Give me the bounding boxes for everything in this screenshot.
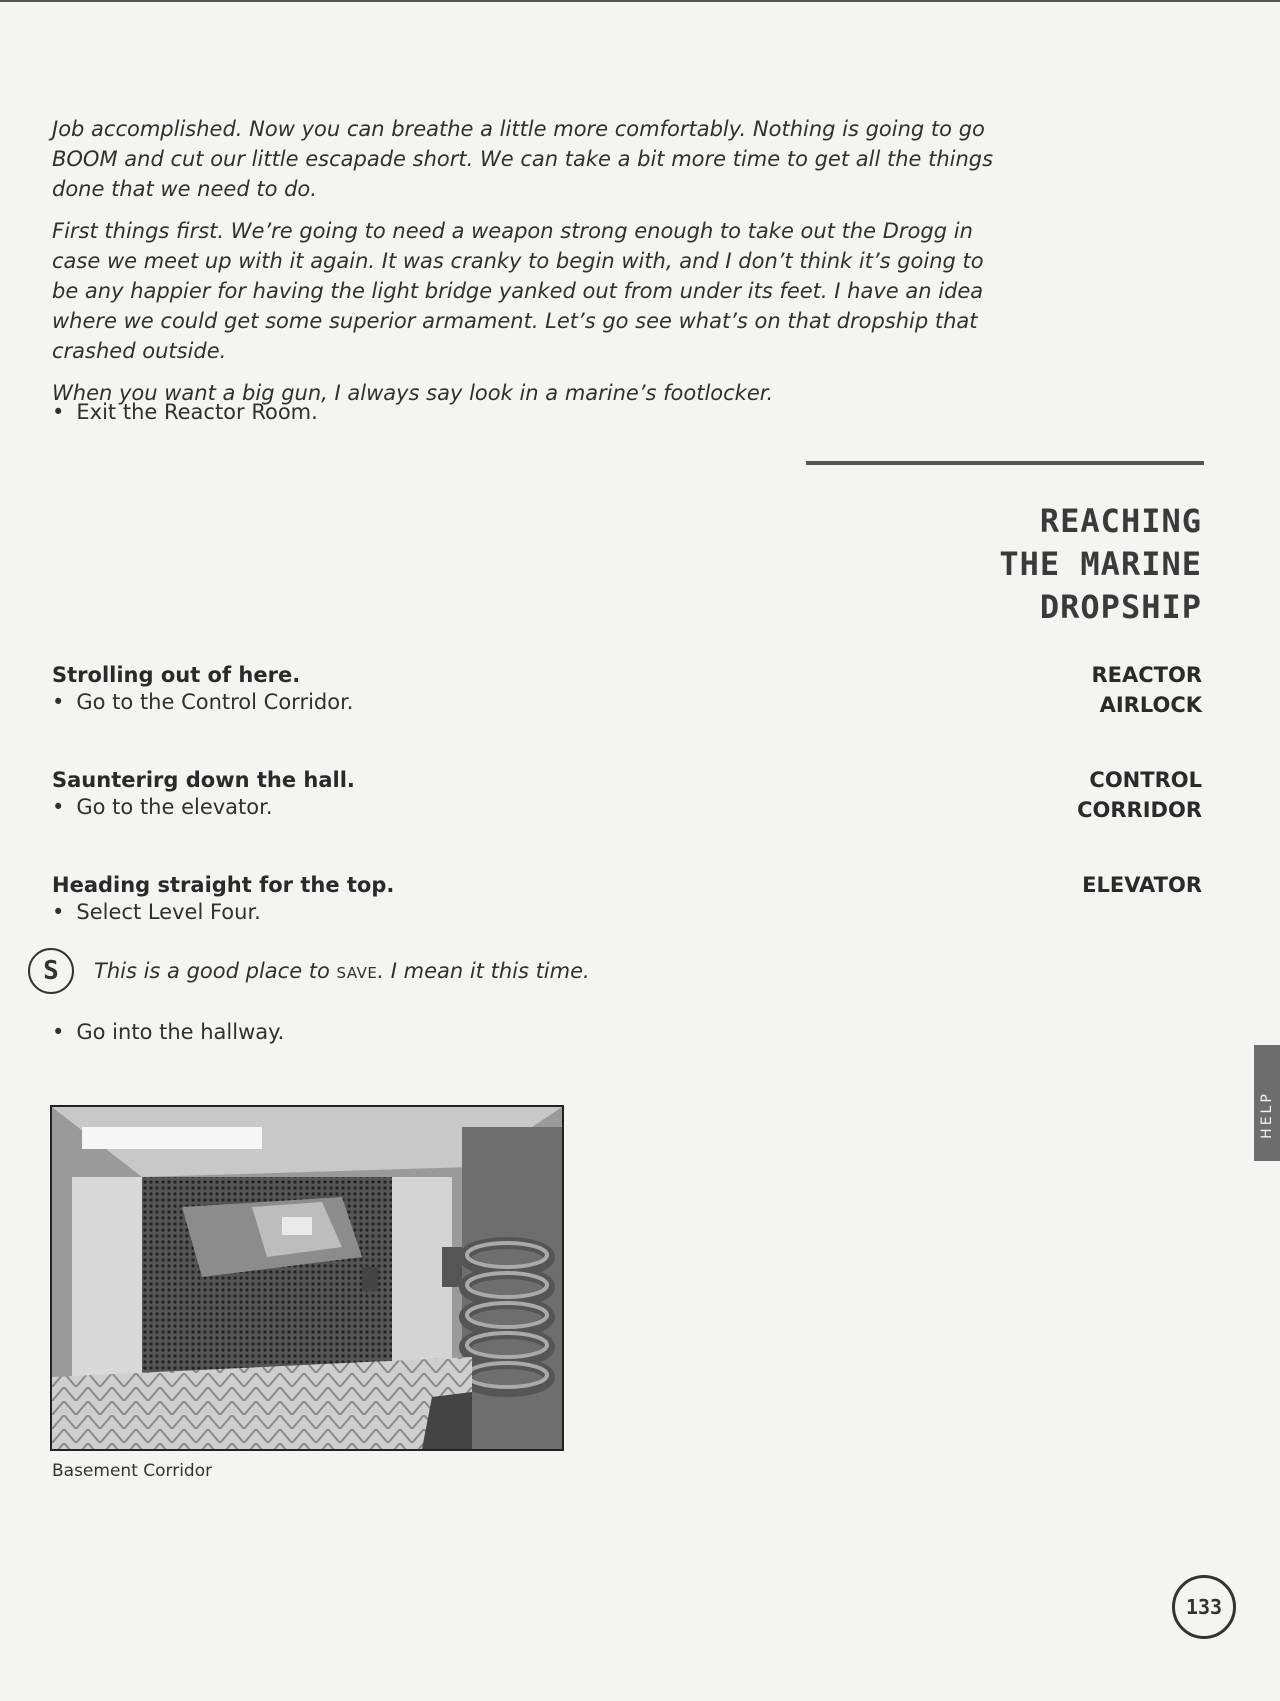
save-tip-after: . I mean it this time. — [377, 959, 590, 983]
location-line: CONTROL — [1089, 768, 1202, 792]
help-side-tab — [1254, 1045, 1280, 1161]
help-tab-label: HELP — [1259, 1091, 1275, 1139]
intro-paragraph-2: First things first. We’re going to need a weapon strong enough to take out the Drogg in case we meet up with it again. It was cranky to begin with, and I don’t think it’s going to be any happier for having the light bridge yanked out from under its feet. I have an idea where we could get some superior armament. Let’s go see what’s on that dropship that crashed outside. — [52, 219, 984, 363]
location-label-1 — [1091, 660, 1202, 720]
step-bullet: • Go to the Control Corridor. — [52, 690, 353, 714]
step-title: Heading straight for the top. — [52, 873, 395, 897]
section-heading-line-2: THE MARINE — [999, 545, 1202, 583]
location-label-2 — [1077, 765, 1202, 825]
intro-text — [52, 114, 1002, 420]
step-bullet: • Go to the elevator. — [52, 795, 355, 819]
location-line: ELEVATOR — [1082, 873, 1202, 897]
section-divider — [806, 461, 1204, 465]
page-number: 133 — [1172, 1575, 1236, 1639]
step-1 — [52, 660, 353, 714]
section-heading-line-3: DROPSHIP — [1039, 588, 1202, 626]
save-tip — [28, 948, 590, 994]
intro-paragraph-3: When you want a big gun, I always say look in a marine’s footlocker. — [52, 381, 774, 405]
section-heading-line-1: REACHING — [1039, 502, 1202, 540]
section-heading — [999, 500, 1202, 629]
save-word: SAVE — [336, 964, 378, 982]
location-label-3 — [1082, 870, 1202, 900]
save-tip-before: This is a good place to — [94, 959, 337, 983]
intro-paragraph-1: Job accomplished. Now you can breathe a little more comfortably. Nothing is going to go BOOM and cut our little escapade short. We can take a bit more time to get all the things done that we need to do. — [52, 117, 994, 201]
step-2 — [52, 765, 355, 819]
top-border — [0, 0, 1280, 2]
location-line: CORRIDOR — [1077, 798, 1202, 822]
bullet-exit-reactor: • Exit the Reactor Room. — [52, 400, 318, 424]
location-line: REACTOR — [1091, 663, 1202, 687]
bullet-go-hallway: • Go into the hallway. — [52, 1020, 284, 1044]
step-title: Strolling out of here. — [52, 663, 301, 687]
save-tip-text — [94, 959, 590, 983]
save-icon: S — [28, 948, 74, 994]
game-screenshot — [50, 1105, 564, 1451]
screenshot-caption: Basement Corridor — [52, 1461, 213, 1481]
step-bullet: • Select Level Four. — [52, 900, 394, 924]
step-title: Saunterirg down the hall. — [52, 768, 355, 792]
location-line: AIRLOCK — [1099, 693, 1202, 717]
step-3 — [52, 870, 394, 924]
corridor-image — [52, 1107, 562, 1449]
